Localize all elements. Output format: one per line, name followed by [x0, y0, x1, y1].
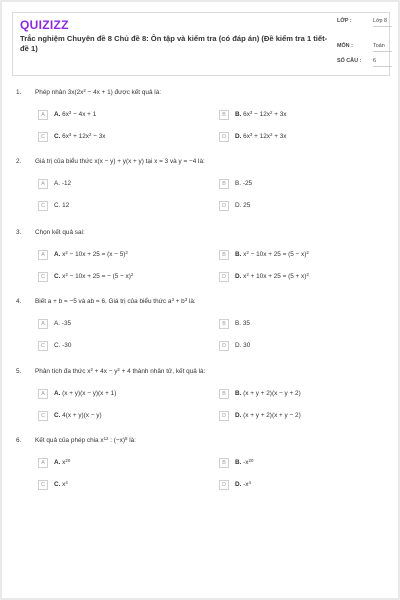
option-letter: B.	[235, 111, 244, 118]
option-text	[235, 390, 301, 397]
math-text: + b	[173, 298, 185, 305]
option-letter: D.	[235, 133, 244, 140]
math-text: x	[62, 251, 66, 258]
subject-label: MÔN :	[337, 43, 353, 49]
math-text: + 10x + 25 = (5 + x)	[248, 273, 307, 280]
option-letter-box[interactable]: A	[38, 458, 48, 468]
option-text	[54, 481, 68, 488]
exponent: 2	[269, 132, 273, 137]
question-2	[16, 158, 388, 216]
math-text: x	[62, 273, 66, 280]
question-number: 6.	[16, 437, 22, 444]
option-value: (x + y + 2)(x + y − 2)	[243, 412, 301, 419]
math-text: Phép nhân 3x(2x	[35, 89, 84, 96]
option-letter-box[interactable]: D	[219, 201, 229, 211]
exponent: 3	[171, 297, 174, 302]
option-letter-box[interactable]: D	[219, 411, 229, 421]
option-letter: A.	[54, 390, 63, 397]
exponent: 20	[248, 458, 254, 463]
worksheet-header	[12, 12, 390, 76]
math-text: − 4x + 1	[71, 111, 97, 118]
answer-option-d[interactable]	[219, 272, 369, 284]
option-letter-box[interactable]: C	[38, 411, 48, 421]
count-label: SỐ CÂU :	[337, 58, 362, 64]
option-letter-box[interactable]: B	[219, 179, 229, 189]
option-letter-box[interactable]: B	[219, 458, 229, 468]
option-letter-box[interactable]: A	[38, 110, 48, 120]
question-text	[35, 298, 375, 305]
math-text: Kết quả của phép chia x	[35, 437, 104, 444]
exponent: 3	[249, 132, 253, 137]
exponent: 2	[246, 250, 249, 255]
option-letter-box[interactable]: D	[219, 341, 229, 351]
option-letter: A.	[54, 111, 63, 118]
exponent: 3	[68, 110, 72, 115]
math-text: Phân tích đa thức x	[35, 368, 91, 375]
option-text	[235, 251, 309, 258]
option-letter: B.	[235, 390, 244, 397]
quizizz-logo: QUIZIZZ	[20, 18, 69, 32]
option-letter: C.	[54, 412, 63, 419]
option-text	[54, 251, 128, 258]
exponent: 3	[68, 132, 72, 137]
math-text: Biết a + b = −5 và ab = 6. Giá trị của biểu thức a	[35, 298, 172, 305]
option-text: A. -12	[54, 180, 72, 187]
math-text: − 10x + 25 = (5 − x)	[248, 251, 307, 258]
exponent: 2	[306, 272, 309, 277]
option-text: C. -30	[54, 342, 72, 349]
math-text: 6x	[243, 133, 250, 140]
answer-option-c[interactable]	[38, 132, 188, 144]
question-4	[16, 298, 388, 356]
question-5	[16, 368, 388, 426]
answer-option-b[interactable]	[219, 458, 369, 470]
option-letter-box[interactable]: A	[38, 319, 48, 329]
answer-option-b[interactable]	[219, 389, 369, 401]
answer-option-a[interactable]	[38, 110, 188, 122]
exponent: 2	[65, 272, 68, 277]
math-text: + 3x	[272, 111, 287, 118]
math-text: x	[243, 251, 247, 258]
answer-option-a[interactable]	[38, 389, 188, 401]
option-text	[54, 111, 96, 118]
option-text: B. 35	[235, 320, 250, 327]
question-number: 4.	[16, 298, 22, 305]
option-text	[235, 133, 286, 140]
math-text: là:	[127, 437, 136, 444]
answer-option-a[interactable]	[38, 458, 188, 470]
exponent: 2	[90, 367, 93, 372]
option-letter-box[interactable]: A	[38, 179, 48, 189]
class-label: LỚP :	[337, 18, 352, 24]
answer-option-c[interactable]	[38, 341, 188, 353]
math-text: + 12x	[71, 133, 89, 140]
option-letter-box[interactable]: B	[219, 319, 229, 329]
option-letter: B.	[235, 459, 244, 466]
option-letter: C.	[54, 481, 63, 488]
option-letter: D.	[235, 273, 244, 280]
answer-option-b[interactable]	[219, 110, 369, 122]
math-text: x	[62, 481, 66, 488]
math-text: + 3x	[272, 133, 287, 140]
exponent: 4	[248, 480, 251, 485]
option-letter: C.	[54, 133, 63, 140]
question-text: Chọn kết quả sai:	[35, 229, 85, 236]
option-value: 4(x + y)(x − y)	[62, 412, 102, 419]
exponent: 2	[269, 110, 273, 115]
exponent: 4	[65, 480, 68, 485]
option-letter-box[interactable]: C	[38, 272, 48, 282]
option-letter-box[interactable]: D	[219, 272, 229, 282]
option-letter-box[interactable]: B	[219, 250, 229, 260]
math-text: − 4x + 1) được kết quả là:	[85, 89, 162, 96]
exponent: 2	[306, 250, 309, 255]
question-number: 5.	[16, 368, 22, 375]
option-letter-box[interactable]: C	[38, 132, 48, 142]
option-letter-box[interactable]: A	[38, 250, 48, 260]
option-letter: B.	[235, 251, 244, 258]
math-text: − 12x	[252, 111, 270, 118]
question-number: 1.	[16, 89, 22, 96]
option-text	[54, 133, 105, 140]
answer-option-d[interactable]	[219, 201, 369, 213]
option-text	[54, 273, 133, 280]
option-letter-box[interactable]: C	[38, 201, 48, 211]
answer-option-d[interactable]	[219, 411, 369, 423]
answer-option-d[interactable]	[219, 132, 369, 144]
question-text	[35, 89, 375, 96]
answer-option-b[interactable]	[219, 250, 369, 262]
option-value: (x + y + 2)(x − y + 2)	[243, 390, 301, 397]
exponent: 2	[125, 250, 128, 255]
exponent: 2	[83, 88, 86, 93]
math-text: là:	[187, 298, 196, 305]
option-text	[54, 459, 70, 466]
option-text: A. -35	[54, 320, 72, 327]
question-text	[35, 437, 375, 444]
math-text: + 12x	[252, 133, 270, 140]
answer-option-a[interactable]	[38, 319, 188, 331]
option-text	[235, 111, 286, 118]
math-text: 6x	[62, 111, 69, 118]
math-text: : (−x)	[108, 437, 125, 444]
question-text	[35, 368, 375, 375]
math-text: -x	[243, 459, 249, 466]
document-page	[2, 2, 398, 598]
math-text: 6x	[243, 111, 250, 118]
option-letter-box[interactable]: D	[219, 480, 229, 490]
option-text: B. -25	[235, 180, 253, 187]
math-text: x	[62, 459, 66, 466]
option-text: D. 25	[235, 202, 251, 209]
exponent: 2	[130, 272, 134, 277]
exponent: 2	[117, 367, 120, 372]
exponent: 2	[88, 132, 92, 137]
option-text	[235, 459, 253, 466]
math-text: -x	[243, 481, 249, 488]
question-text: Giá trị của biểu thức x(x − y) + y(x + y) tại x = 3 và y = −4 là:	[35, 158, 205, 165]
option-letter-box[interactable]: C	[38, 341, 48, 351]
answer-option-c[interactable]	[38, 411, 188, 423]
option-text	[235, 273, 309, 280]
question-1	[16, 89, 388, 147]
answer-option-c[interactable]	[38, 480, 188, 492]
question-3	[16, 229, 388, 287]
option-letter: A.	[54, 459, 63, 466]
question-number: 3.	[16, 229, 22, 236]
option-letter-box[interactable]: B	[219, 389, 229, 399]
exponent: 3	[184, 297, 188, 302]
answer-option-b[interactable]	[219, 319, 369, 331]
option-text	[54, 390, 116, 397]
option-text	[54, 412, 102, 419]
option-letter: D.	[235, 481, 244, 488]
option-value: (x + y)(x − y)(x + 1)	[62, 390, 117, 397]
exponent: 3	[249, 110, 253, 115]
answer-option-b[interactable]	[219, 179, 369, 191]
question-number: 2.	[16, 158, 22, 165]
exponent: 2	[246, 272, 249, 277]
math-text: − 10x + 25 = − (5 − x)	[67, 273, 131, 280]
worksheet-title: Trắc nghiệm Chuyên đề 8 Chủ đề 8: Ôn tập và kiểm tra (có đáp án) (Đề kiểm tra 1 tiết- đề 1)	[20, 34, 328, 53]
answer-option-c[interactable]	[38, 272, 188, 284]
subject-value: Toán	[373, 43, 392, 52]
math-text: 6x	[62, 133, 69, 140]
math-text: + 4x − y	[92, 368, 118, 375]
math-text: − 3x	[91, 133, 106, 140]
count-value: 6	[373, 58, 392, 67]
math-text: + 4 thành nhân tử, kết quả là:	[119, 368, 206, 375]
option-letter-box[interactable]: B	[219, 110, 229, 120]
option-text	[235, 481, 251, 488]
answer-option-d[interactable]	[219, 341, 369, 353]
math-text: − 10x + 25 = (x − 5)	[67, 251, 126, 258]
math-text: x	[243, 273, 247, 280]
option-letter: A.	[54, 251, 63, 258]
option-letter-box[interactable]: D	[219, 132, 229, 142]
answer-option-a[interactable]	[38, 179, 188, 191]
exponent: 12	[103, 436, 109, 441]
answer-option-d[interactable]	[219, 480, 369, 492]
exponent: 8	[124, 436, 128, 441]
question-6	[16, 437, 388, 495]
option-letter: D.	[235, 412, 244, 419]
class-value: Lớp 8	[373, 18, 392, 27]
option-text: D. 30	[235, 342, 251, 349]
option-letter-box[interactable]: A	[38, 389, 48, 399]
exponent: 20	[65, 458, 71, 463]
answer-option-c[interactable]	[38, 201, 188, 213]
option-text	[235, 412, 301, 419]
exponent: 2	[65, 250, 68, 255]
answer-option-a[interactable]	[38, 250, 188, 262]
option-letter: C.	[54, 273, 63, 280]
option-letter-box[interactable]: C	[38, 480, 48, 490]
option-text: C. 12	[54, 202, 70, 209]
